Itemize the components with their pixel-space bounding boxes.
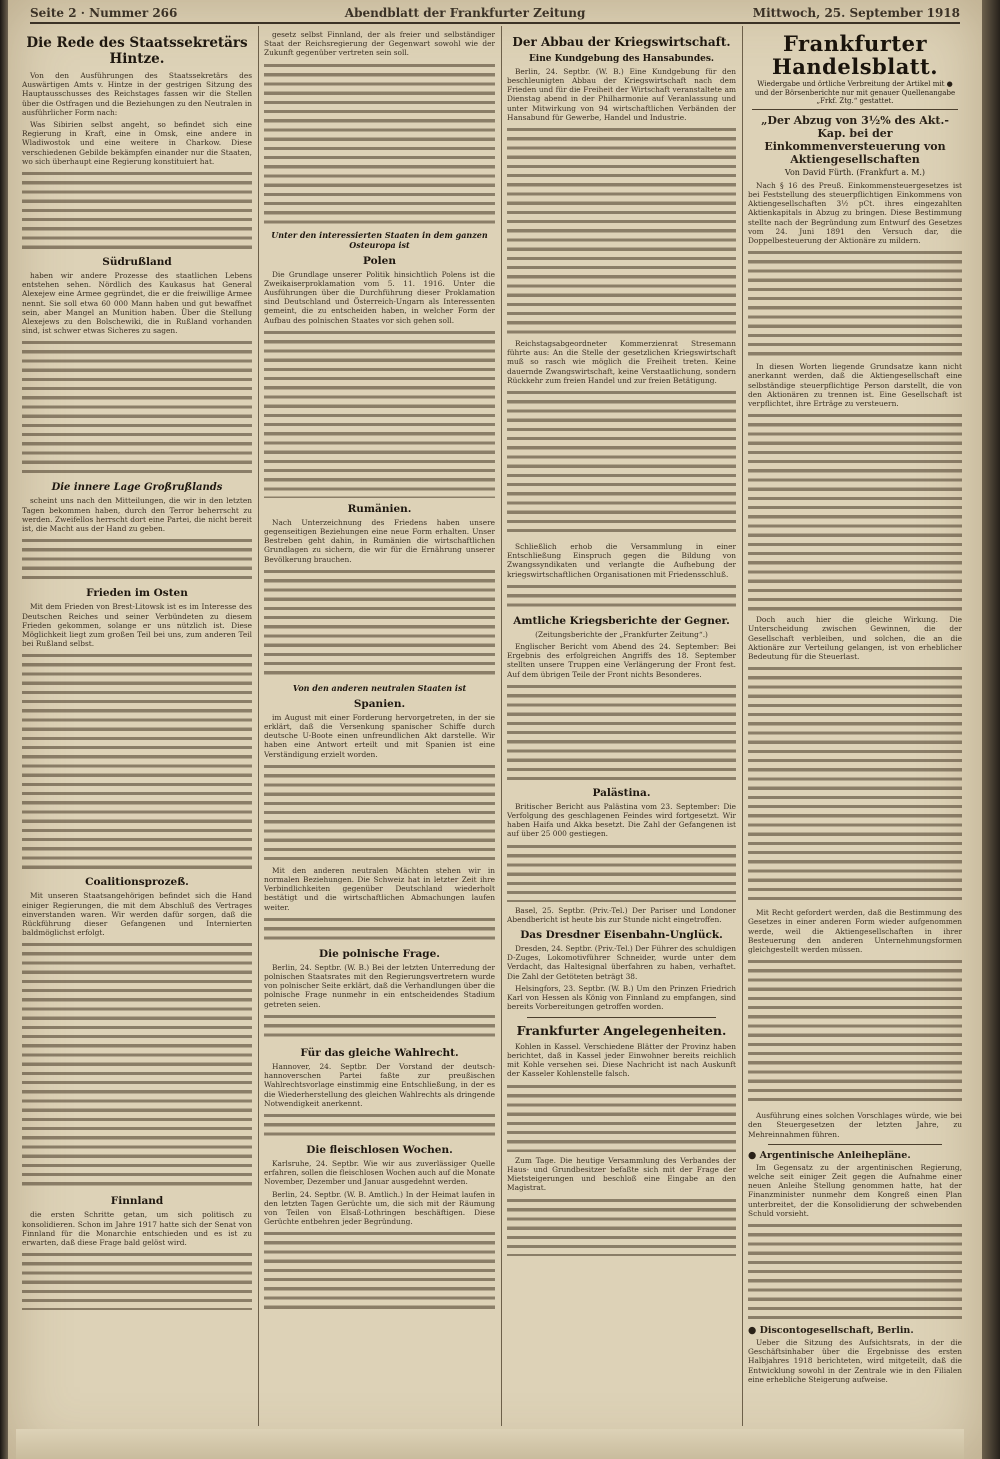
text-block [264,61,495,226]
section-heading: Finnland [110,1195,164,1208]
masthead-note: Wiedergabe und örtliche Verbreitung der Artikel mit ● und der Börsenberichte nur mit genauer Quellenangabe „Frkf. Ztg.“ gestattet. [752,80,958,110]
text-block [507,1082,736,1152]
column-1 [22,30,252,1420]
running-head-center: Abendblatt der Frankfurter Zeitung [344,6,586,20]
article-title-hintze: Die Rede des Staatssekretärs Hintze. [26,35,248,67]
paragraph: Die Grundlage unserer Politik hinsichtlich Polens ist die Zweikaiserproklamation vom 5. 11. 1916. Unter die Ausführungen über die Durchführung dieser Proklamation sind Deutschland und Österreich-Ungarn als Interessenten gemeint, die zu entscheiden haben, in welcher Form der Aufbau des polnischen Staates vor sich gehen soll. [264,269,495,325]
text-block [22,169,252,251]
column-rule [501,26,502,1426]
section-heading: Die innere Lage Großrußlands [51,482,223,494]
article-subtitle: Eine Kundgebung des Hansabundes. [528,53,715,64]
text-block [507,388,736,538]
paragraph: Schließlich erhob die Versammlung in einer Entschließung Einspruch gegen die Bildung von Zwangssyndikaten und verlangte die Aufhebung der kriegswirtschaftlichen Organisationen mit Friedensschluß. [507,542,736,579]
section-heading: Die fleischlosen Wochen. [306,1143,453,1156]
text-block [22,338,252,478]
paragraph: die ersten Schritte getan, um sich politisch zu konsolidieren. Schon im Jahre 1917 hatte sich der Senat von Finnland für die Monarchie entschieden und es ist zu erwarten, daß diese Frage bald gelöst wird. [22,1210,252,1247]
running-head-right: Mittwoch, 25. September 1918 [752,6,960,20]
text-block [748,664,962,904]
paragraph: Was Sibirien selbst angeht, so befindet sich eine Regierung in Kraft, eine in Omsk, eine andere in Wladiwostok und eine weitere in Charkow. Diese verschiedenen Gebilde bekämpfen einander nur die Staaten, wo sich überhaupt eine Regierung konstituiert hat. [22,120,252,166]
section-heading: Von den anderen neutralen Staaten ist [292,682,467,693]
section-heading: Die polnische Frage. [319,947,440,960]
section-heading-rumaenien: Rumänien. [347,502,412,515]
paragraph: Dresden, 24. Septbr. (Priv.-Tel.) Der Führer des schuldigen D-Zuges, Lokomotivführer Schneider, wurde unter dem Verdacht, das Haltesignal überfahren zu haben, verhaftet. Die Zahl der Getöteten beträgt 38. [507,944,736,981]
paragraph: Mit Recht gefordert werden, daß die Bestimmung des Gesetzes in einer anderen Form wieder aufgenommen werde, weil die Aktiengesellschaften in ihrer Besteuerung den anderen Unternehmungsformen gleichgestellt werden müssen. [748,908,962,954]
notice: Basel, 25. Septbr. (Priv.-Tel.) Der Pariser und Londoner Abendbericht ist heute bis zur Stunde nicht eingetroffen. [507,905,736,924]
article-title-abzug: „Der Abzug von 3½% des Akt.-Kap. bei der Einkommenversteuerung von Aktiengesellschaften [761,113,949,166]
paragraph: Englischer Bericht vom Abend des 24. September: Bei Ergebnis des erfolgreichen Angriffs des 18. September stellten unsere Truppen eine Verlängerung der Front fest. Auf dem übrigen Teile der Front nichts Besonderes. [507,642,736,679]
page-edge-right [982,0,1000,1459]
text-block [264,328,495,498]
paragraph: Nach Unterzeichnung des Friedens haben unsere gegenseitigen Beziehungen eine neue Form erhalten. Unser Bestreben geht dahin, in Rumänien die wirtschaftlichen Grundlagen zu sichern, die wir für die Ernährung unserer Bevölkerung brauchen. [264,517,495,564]
page-bottom [16,1429,964,1459]
paragraph: Doch auch hier die gleiche Wirkung. Die Unterscheidung zwischen Gewinnen, die der Gesellschaft verbleiben, und solchen, die an die Aktionäre zur Verteilung gelangen, ist von erheblicher Bedeutung für die Steuerlast. [748,615,962,661]
text-block [748,248,962,358]
paragraph: Ueber die Sitzung des Aufsichtsrats, in der die Geschäftsinhaber über die Ergebnisse des ersten Halbjahres 1918 berichteten, wird mitgeteilt, daß die Entwicklung sowohl in der Zentrale wie in den Filialen eine erhebliche Steigerung aufweise. [748,1337,962,1384]
paragraph: Mit dem Frieden von Brest-Litowsk ist es im Interesse des Deutschen Reiches und seiner Verbündeten zu diesem Frieden gekommen, solange er uns nützlich ist. Diese Möglichkeit liegt zum großen Teil bei uns, zum anderen Teil bei Rußland selbst. [22,602,252,649]
text-block [22,940,252,1190]
section-heading: ● Discontogesellschaft, Berlin. [748,1324,914,1336]
column-rule [742,26,743,1426]
separator-rule [527,1017,716,1018]
text-block [507,1196,736,1256]
newspaper-page [8,0,982,1459]
running-head-left: Seite 2 · Nummer 266 [30,6,178,20]
page-edge-left [0,0,8,1459]
paragraph: Berlin, 24. Septbr. (W. B.) Bei der letzten Unterredung der polnischen Staatsrates mit den Regierungsvertretern wurde von polnischer Seite erklärt, daß die Verhandlungen über die polnische Frage nunmehr in ein entscheidendes Stadium getreten seien. [264,962,495,1009]
paragraph: Mit unseren Staatsangehörigen befindet sich die Hand einiger Regierungen, die mit dem Abschluß des Vertrages einverstanden waren. Wir werden dafür sorgen, daß die Rückführung dieser Gefangenen und Internierten baldmöglichst erfolgt. [22,891,252,938]
paragraph: In diesen Worten liegende Grundsatze kann nicht anerkannt werden, daß die Aktiengesellschaft eine selbständige steuerpflichtige Person darstellt, die von den Aktionären zu trennen ist. Eine Gesellschaft ist verpflichtet, ihre Erträge zu versteuern. [748,362,962,408]
paragraph: Reichstagsabgeordneter Kommerzienrat Stresemann führte aus: An die Stelle der gesetzlichen Kriegswirtschaft muß so rasch wie möglich die Freiheit treten. Keine dauernde Zwangswirtschaft, keine Verstaatlichung, sondern Rückkehr zum freien Handel und zur freien Betätigung. [507,339,736,385]
text-block [22,651,252,871]
section-heading: Für das gleiche Wahlrecht. [300,1046,459,1059]
column-3 [507,30,736,1420]
paragraph: Helsingfors, 23. Septbr. (W. B.) Um den Prinzen Friedrich Karl von Hessen als König von Finnland zu empfangen, sind bereits Vorbereitungen getroffen worden. [507,983,736,1012]
text-block [748,1221,962,1321]
section-heading: Südrußland [102,256,172,269]
paragraph: im August mit einer Forderung hervorgetreten, in der sie erklärt, daß die Versenkung spanischer Schiffe durch deutsche U-Boote einen unfreundlichen Akt darstelle. Wir haben eine Antwort erteilt und mit Spanien ist eine Verständigung erzielt worden. [264,712,495,759]
article-title-kriegswirtschaft: Der Abbau der Kriegswirtschaft. [512,35,731,49]
section-heading: Coalitionsprozeß. [85,876,189,889]
paragraph: scheint uns nach den Mitteilungen, die wir in den letzten Tagen bekommen haben, durch den Terror beherrscht zu werden. Zweifellos herrscht dort eine Partei, die nicht bereit ist, die Macht aus der Hand zu geben. [22,496,252,534]
text-block [22,1250,252,1310]
paragraph: Kohlen in Kassel. Verschiedene Blätter der Provinz haben berichtet, daß in Kassel jeder Einwohner bereits reichlich mit Kohle versehen sei. Diese Nachricht ist nach Auskunft der Kasseler Kohlenstelle falsch. [507,1041,736,1079]
text-block [264,915,495,943]
paragraph: Karlsruhe, 24. Septbr. Wie wir aus zuverlässiger Quelle erfahren, sollen die fleischlosen Wochen auch auf die Monate November, Dezember und Januar ausgedehnt werden. [264,1158,495,1187]
paragraph: Nach § 16 des Preuß. Einkommensteuergesetzes ist bei Feststellung des steuerpflichtigen Einkommens von Aktiengesellschaften 3½ pCt. ihres eingezahlten Aktienkapitals in Abzug zu bringen. Diese Bestimmung stellte nach der Begründung zum Entwurf des Gesetzes vom 24. Juni 1891 den Versuch dar, die Doppelbesteuerung der Aktionäre zu mildern. [748,180,962,245]
text-block [264,1229,495,1309]
masthead-handelsblatt: Frankfurter Handelsblatt. [771,31,939,80]
separator-rule [768,1144,942,1145]
paragraph: gesetz selbst Finnland, der als freier und selbständiger Staat der Reichsregierung der Gegenwart sowohl wie der Zukunft gegenüber vertreten sein soll. [264,30,495,58]
paragraph: Zum Tage. Die heutige Versammlung des Verbandes der Haus- und Grundbesitzer befaßte sich mit der Frage der Mietsteigerungen und beschloß eine Eingabe an den Magistrat. [507,1155,736,1193]
text-block [507,842,736,902]
section-heading-polen: Polen [363,254,396,267]
section-heading: ● Argentinische Anleihepläne. [748,1149,911,1161]
section-heading: Amtliche Kriegsberichte der Gegner. [513,614,730,627]
text-block [264,762,495,862]
section-heading-spanien: Spanien. [353,697,406,710]
text-block [264,567,495,679]
section-heading: Das Dresdner Eisenbahn-Unglück. [520,929,723,942]
paragraph: Im Gegensatz zu der argentinischen Regierung, welche seit einiger Zeit gegen die Aufnahme einer neuen Anleihe Stellung genommen hatte, hat der Finanzminister nunmehr dem Kongreß einen Plan unterbreitet, der die Konsolidierung der schwebenden Schuld vorsieht. [748,1162,962,1218]
paragraph: Berlin, 24. Septbr. (W. B. Amtlich.) In der Heimat laufen in den letzten Tagen Gerüchte um, die sich mit der Räumung von Teilen von Elsaß-Lothringen beschäftigen. Diese Gerüchte entbehren jeder Begründung. [264,1189,495,1227]
paragraph: haben wir andere Prozesse des staatlichen Lebens entstehen sehen. Nördlich des Kaukasus hat General Alexejew eine Armee gegründet, die er die freiwillige Armee nennt. Sie soll etwa 60 000 Mann haben und gut bewaffnet sein, aber Mangel an Munition haben. Über die Stellung Alexejews zu den Bolschewiki, die in Rußland vorhanden sind, ist schwer etwas Sicheres zu sagen. [22,271,252,336]
section-heading: Palästina. [592,786,651,799]
section-note: (Zeitungsberichte der „Frankfurter Zeitung“.) [535,629,708,639]
text-block [264,1012,495,1042]
paragraph: Hannover, 24. Septbr. Der Vorstand der deutsch-hannoverschen Partei faßte zur preußischen Wahlrechtsvorlage einstimmig eine Entschließung, in der es die Wiederherstellung des gleichen Wahlrechts als dringende Notwendigkeit anerkennt. [264,1061,495,1108]
paragraph: Berlin, 24. Septbr. (W. B.) Eine Kundgebung für den beschleunigten Abbau der Kriegswirtschaft nach dem Frieden und für die Freiheit der Wirtschaft veranstaltete am Dienstag abend in der Philharmonie auf Veranlassung und unter Mitwirkung von 94 wirtschaftlichen Verbänden der Hansabund für Gewerbe, Handel und Industrie. [507,66,736,122]
section-heading-frankfurt: Frankfurter Angelegenheiten. [516,1022,727,1038]
text-block [22,536,252,582]
section-heading: Frieden im Osten [86,587,188,600]
section-heading: Unter den interessierten Staaten in dem ganzen Osteuropa ist [271,229,488,250]
running-head [30,4,960,24]
paragraph: Britischer Bericht aus Palästina vom 23. September: Die Verfolgung des geschlagenen Feindes wird fortgesetzt. Wir haben Haifa und Akka besetzt. Die Zahl der Gefangenen ist auf über 25 000 gestiegen. [507,801,736,839]
text-block [507,125,736,335]
paragraph: Mit den anderen neutralen Mächten stehen wir in normalen Beziehungen. Die Schweiz hat in letzter Zeit ihre Verbindlichkeiten gegenüber Deutschland wiederholt bestätigt und die wirtschaftlichen Abmachungen laufen weiter. [264,865,495,912]
text-block [507,682,736,782]
text-block [748,957,962,1107]
column-rule [258,26,259,1426]
paragraph: Von den Ausführungen des Staatssekretärs des Auswärtigen Amts v. Hintze in der gestrigen Sitzung des Hauptausschusses des Reichstages fassen wir die Stellen über die Ostfragen und die Beziehungen zu den Neutralen in ausführlicher Form nach: [22,71,252,117]
text-block [507,582,736,610]
column-4 [748,30,962,1420]
byline: Von David Fürth. (Frankfurt a. M.) [784,167,926,177]
text-block [748,411,962,611]
column-2 [264,30,495,1420]
paragraph: Ausführung eines solchen Vorschlages würde, wie bei den Steuergesetzen der letzten Jahre, zu Mehreinnahmen führen. [748,1111,962,1139]
text-block [264,1111,495,1139]
